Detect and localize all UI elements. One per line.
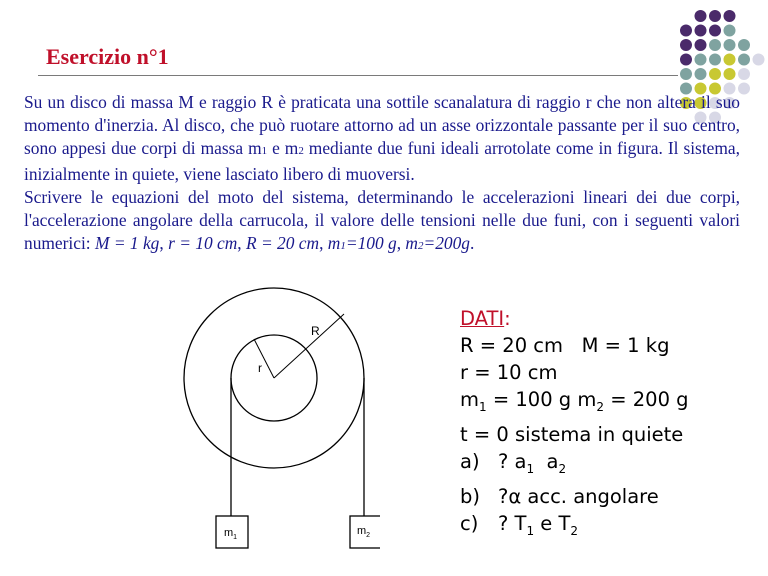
question-c: c) ? $T_1$ e $T_2$ [460,511,579,538]
radius-r-line [254,339,274,378]
pulley-figure [180,286,380,566]
decorative-dot [680,68,692,80]
decorative-dot [724,54,736,66]
decorative-dot [738,39,750,51]
slide-title: Esercizio n°1 [46,44,169,69]
question-b: b) ?α acc. angolare [460,484,659,508]
decorative-dot [695,54,707,66]
decorative-dot [724,10,736,22]
decorative-dot [709,25,721,37]
data-heading: DATI: [460,307,511,330]
decorative-dot [738,68,750,80]
title-divider [38,75,678,76]
decorative-dot [724,25,736,37]
decorative-dot [680,54,692,66]
data-line-R-M: R = 20 cm M = 1 kg [460,334,670,357]
problem-paragraph-1: Su un disco di massa M e raggio R è praticata una sottile scanalatura di raggio r che non altera il suo momento d'inerzia. Al disco, che può ruotare attorno ad un asse orizzontale passante per il suo centro, sono appesi due corpi di massa m1 e m2 mediante due funi ideali arrotolate come in figura. Il sistema, inizialmente in quiete, viene lasciato libero di muoversi. [24,92,740,184]
data-line-initial: t = 0 sistema in quiete [460,422,684,446]
decorative-dot [753,54,765,66]
decorative-dot [709,68,721,80]
label-R: R [311,324,320,338]
label-m2: $m_2$ [357,525,371,539]
decorative-dot [695,39,707,51]
radius-R-line [274,314,344,378]
decorative-dot [695,10,707,22]
decorative-dot [709,54,721,66]
decorative-dot [724,68,736,80]
data-line-r: r = 10 cm [460,361,558,384]
decorative-dot [695,68,707,80]
decorative-dot [724,39,736,51]
data-line-masses: $m_1 = 100$ g $m_2 = 200$ g [460,388,689,414]
decorative-dot [695,25,707,37]
decorative-dot [680,25,692,37]
decorative-dot [709,39,721,51]
problem-text [24,91,740,258]
problem-paragraph-2: Scrivere le equazioni del moto del sistema, determinando le accelerazioni lineari dei due corpi, l'accelerazione angolare della carrucola, il valore delle tensioni nelle due funi, con i seguenti valori numerici: M = 1 kg, r = 10 cm, R = 20 cm, m1=100 g, m2=200g. [24,187,740,253]
question-a: a) ? $a_1$ $a_2$ [460,449,567,476]
data-box [460,305,689,545]
label-m1: $m_1$ [224,527,238,541]
decorative-dot [738,54,750,66]
label-r: r [258,361,262,375]
question-list [460,448,689,545]
decorative-dot [709,10,721,22]
decorative-dot [680,39,692,51]
